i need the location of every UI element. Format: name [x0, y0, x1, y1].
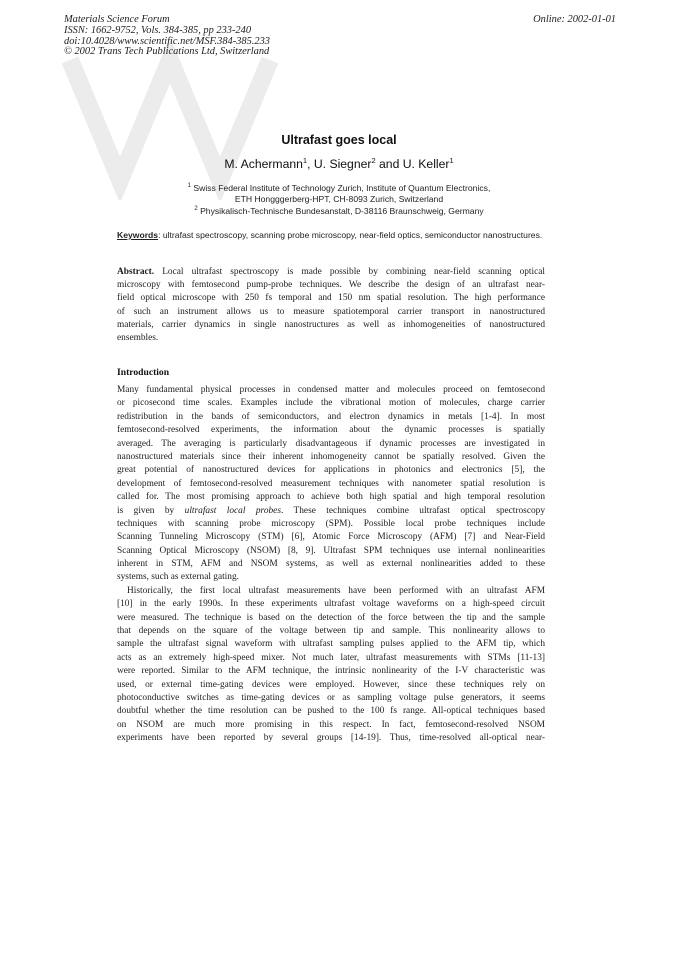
body-line: Scanning Optical Microscopy (NSOM) [8, 9]. Ultrafast SPM techniques use internal nonlinearities	[117, 545, 545, 556]
author-affiliation-mark: 1	[449, 156, 454, 165]
body-line: Scanning Tunneling Microscopy (STM) [6], Atomic Force Microscopy (AFM) [7] and Near-Field	[117, 532, 545, 543]
introduction-body	[117, 384, 545, 746]
body-line: averaged. The averaging is particularly disadvantageous if dynamic processes are investigated in	[117, 438, 545, 449]
abstract-line: ensembles.	[117, 332, 159, 343]
body-line: redistribution in the bands of semiconductors, and electron dynamics in metals [1-4]. In most	[117, 411, 545, 422]
author-list	[0, 156, 678, 171]
affiliation-2	[0, 206, 678, 216]
body-line: sample the ultrafast signal waveform with ultrafast sampling pulses applied to the AFM tip, which	[117, 639, 545, 650]
paper-title: Ultrafast goes local	[281, 133, 397, 147]
body-line: development of femtosecond-resolved measurement techniques with nanometer spatial resolution is	[117, 478, 545, 489]
online-date: Online: 2002-01-01	[533, 14, 616, 25]
affiliation-mark: 2	[194, 206, 198, 213]
body-line: techniques with scanning probe microscopy (SPM). Possible local probe techniques include	[117, 518, 545, 529]
body-line: photoconductive switches as time-gating devices or as sampling voltage pulse generators, it seems	[117, 692, 545, 703]
publisher-watermark-logo	[60, 40, 320, 200]
author-affiliation-mark: 2	[371, 156, 376, 165]
body-line: is given by ultrafast local probes. These techniques combine ultrafast optical spectroscopy	[117, 505, 545, 516]
abstract-line: Abstract. Local ultrafast spectroscopy is made possible by combining near-field scanning optical	[117, 267, 545, 277]
section-heading-introduction: Introduction	[117, 367, 170, 378]
body-line: femtosecond-resolved experiments, the information about the dynamic processes is spatially	[117, 425, 545, 436]
author-name: and U. Keller	[375, 157, 450, 172]
body-line: nanostructured materials since their inherent inhomogeneity cannot be spatially resolved. Given the	[117, 451, 545, 462]
affiliation-mark: 1	[187, 183, 191, 189]
body-line: doubtful whether the time resolution can be pushed to the 100 fs range. All-optical techniques based	[117, 706, 545, 717]
body-line: called for. The most promising approach to achieve both high spatial and high temporal resolution	[117, 492, 545, 503]
body-line: or picosecond time scales. Examples include the vibrational motion of molecules, charge carrier	[117, 398, 545, 409]
body-line: great potential of nanostructured devices for applications in photonics and electronics [5], the	[117, 465, 545, 476]
abstract-label: Abstract.	[117, 267, 155, 277]
emphasis-text: ultrafast local probes	[184, 505, 281, 516]
affiliation-text: Physikalisch-Technische Bundesanstalt, D-38116 Braunschweig, Germany	[197, 206, 484, 216]
body-line: on NSOM are much more promising in this respect. In fact, femtosecond-resolved NSOM	[117, 719, 545, 730]
abstract-line: field optical microscope with 250 fs temporal and 150 nm spatial resolution. The high performance	[117, 293, 545, 304]
keywords-label: Keywords	[117, 230, 159, 240]
body-line: that depends on the square of the voltage between tip and sample. This nonlinearity allows to	[117, 626, 545, 637]
affiliation-text: Swiss Federal Institute of Technology Zurich, Institute of Quantum Electronics,	[191, 182, 491, 193]
body-line: [10] in the early 1990s. In these experiments ultrafast voltage waveforms on a high-speed circuit	[117, 599, 545, 610]
issn-line: ISSN: 1662-9752, Vols. 384-385, pp 233-240	[64, 24, 252, 36]
affiliation-1	[0, 181, 678, 204]
body-line: Many fundamental physical processes in condensed matter and molecules proceed on femtosecond	[117, 385, 545, 395]
body-line: used, or external time-gating devices were employed. However, since these techniques rely on	[117, 679, 545, 690]
keywords	[117, 230, 547, 241]
affiliation-text: ETH Hongggerberg-HPT, CH-8093 Zurich, Switzerland	[234, 193, 444, 204]
copyright-line: © 2002 Trans Tech Publications Ltd, Switzerland	[64, 46, 270, 58]
body-line: Historically, the first local ultrafast measurements have been performed with an ultrafast AFM	[127, 585, 545, 596]
doi-link[interactable]: doi:10.4028/www.scientific.net/MSF.384-385.233	[64, 35, 270, 47]
body-line: were measured. The technique is based on the detection of the force between the tip and the sample	[117, 612, 545, 623]
abstract-line: of such an instrument allows us to measure spatiotemporal carrier transport in nanostructured	[117, 306, 545, 317]
body-line: experiments have been reported by several groups [14-19]. Thus, time-resolved all-optical near-	[117, 733, 545, 744]
abstract	[117, 266, 545, 345]
journal-header	[64, 15, 270, 58]
body-line: inherent in STM, AFM and NSOM systems, as well as external nonlinearities added to these	[117, 559, 545, 570]
abstract-line: materials, carrier dynamics in single nanostructures as well as inhomogeneities of nanostructured	[117, 319, 545, 330]
body-line: were reported. Similar to the AFM technique, the intrinsic nonlinearity of the I-V characteristic was	[117, 666, 545, 677]
body-line: systems, such as external gating.	[117, 572, 239, 583]
keywords-text: : ultrafast spectroscopy, scanning probe microscopy, near-field optics, semiconductor nanostructures.	[158, 230, 543, 240]
author-affiliation-mark: 1	[302, 156, 308, 165]
body-line: acts as an extremely high-speed mixer. Not much later, ultrafast measurements with STMs [11-13]	[117, 652, 545, 663]
journal-name: Materials Science Forum	[64, 14, 170, 25]
author-name: , U. Siegner	[307, 157, 372, 172]
abstract-line: microscopy with femtosecond pump-probe techniques. We describe the design of an ultrafast near-	[117, 280, 545, 291]
author-name: M. Achermann	[224, 157, 303, 172]
